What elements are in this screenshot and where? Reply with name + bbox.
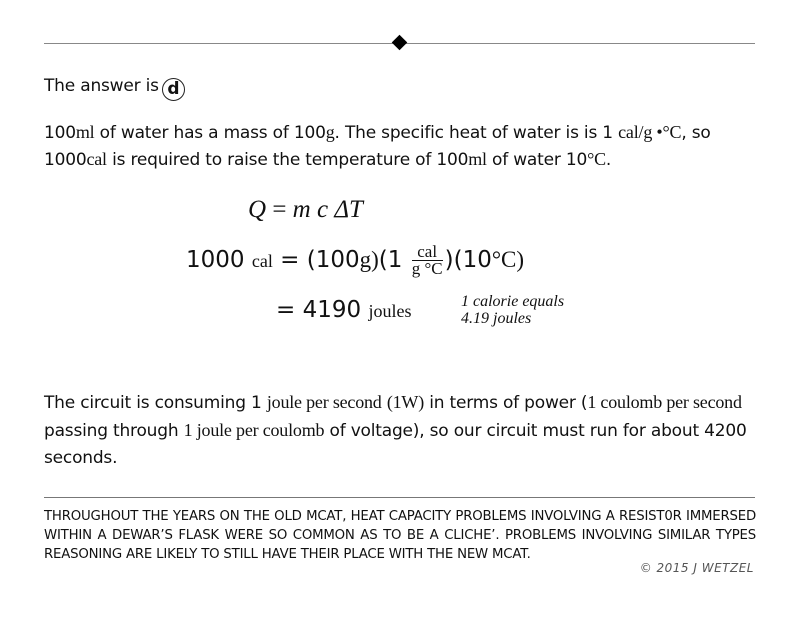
answer-prefix: The answer is — [44, 76, 159, 96]
fraction-cal-per-g-degC: $\frac{\text{cal}}{g ^\circ C}$ — [411, 242, 443, 278]
footnote-text: THROUGHOUT THE YEARS ON THE OLD MCAT, HEAT CAPACITY PROBLEMS INVOLVING A RESIST0R IMMERSED WITHIN A DEWAR’S FLASK WERE SO COMMON AS TO BE A CLICHE’. PROBLEMS INVOLVING SIMILAR TYPES REASONING ARE LIKELY TO STILL HAVE THEIR PLACE WITH THE NEW MCAT. — [44, 509, 756, 562]
diamond-icon — [392, 35, 408, 51]
answer-letter-badge: d — [162, 78, 185, 101]
equation-result: = 4190 joules — [276, 297, 412, 323]
bottom-divider — [44, 497, 755, 498]
equation-substitution: 1000 cal = (100g)(1 $\frac{\text{cal}}{g ^\circ C}$ )(10°C) — [186, 242, 525, 278]
explanation-paragraph-2: The circuit is consuming 1 joule per second (1W) in terms of power (1 coulomb per second passing through 1 joule per coulomb of voltage), so our circuit must run for about 4200 seconds. — [44, 392, 747, 468]
explanation-paragraph-1: 100ml of water has a mass of 100g. The specific heat of water is is 1 cal/g •°C, so 1000cal is required to raise the temperature of 100ml of water 10°C. — [44, 122, 711, 170]
conversion-note: 1 calorie equals 4.19 joules — [461, 293, 565, 327]
answer-line — [44, 76, 185, 101]
copyright: © 2015 J WETZEL — [639, 561, 754, 575]
equation-heat-formula: Q = m c ΔT — [248, 196, 363, 223]
